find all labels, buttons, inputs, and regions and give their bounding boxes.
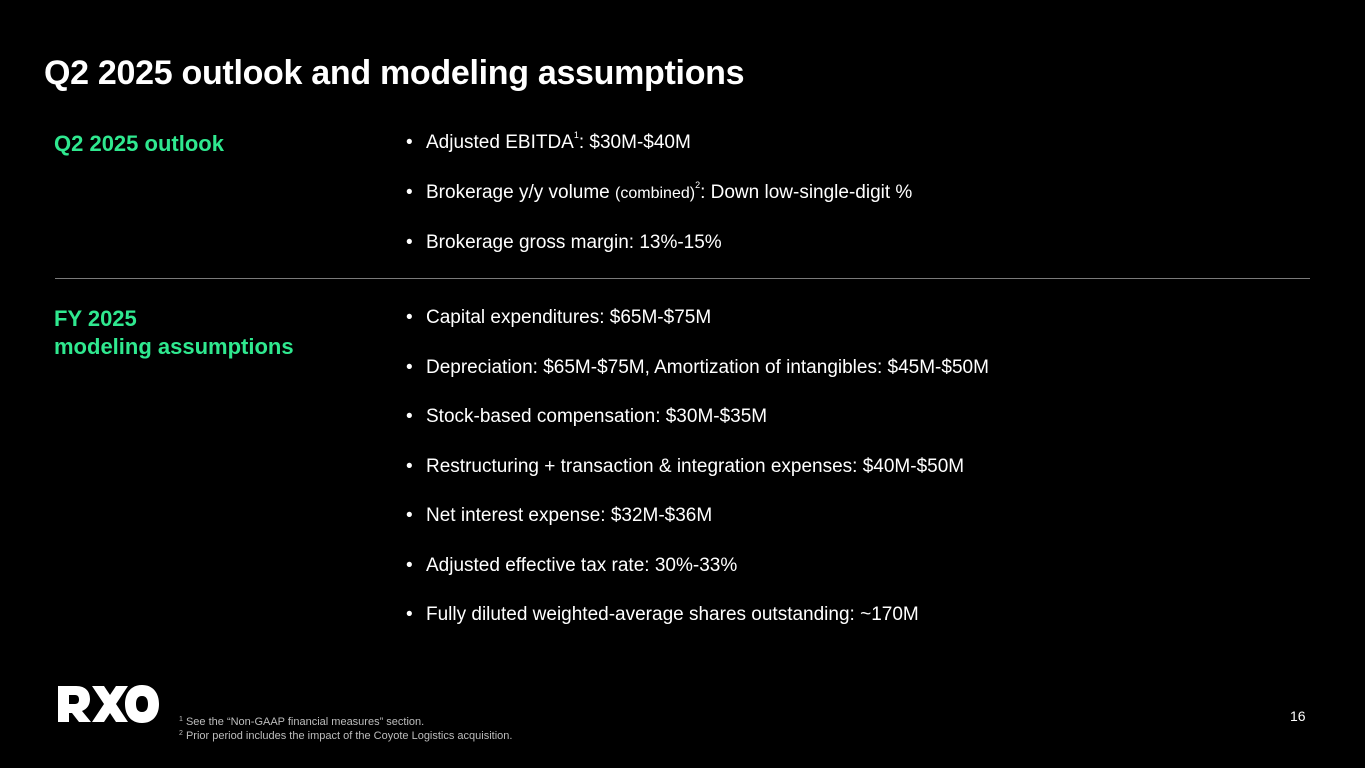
list-item: [406, 603, 989, 627]
rxo-logo: [56, 684, 160, 724]
assumption-item-text: Restructuring + transaction & integration expenses: $40M-$50M: [426, 455, 965, 477]
list-item: [406, 554, 989, 578]
footnote-text: See the “Non-GAAP financial measures” section.: [182, 716, 425, 728]
list-item: [406, 356, 989, 380]
bullet-dot: •: [406, 232, 413, 253]
footnote-marker: 2: [179, 730, 183, 737]
assumptions-label-line1: FY 2025: [54, 306, 137, 331]
assumption-item-text: Fully diluted weighted-average shares outstanding: ~170M: [426, 604, 919, 625]
assumption-item-text: Capital expenditures: $65M-$75M: [426, 307, 712, 328]
outlook-list: [406, 131, 912, 255]
bullet-dot: •: [406, 356, 413, 378]
assumptions-list: [406, 306, 989, 627]
page-title: Q2 2025 outlook and modeling assumptions: [44, 54, 745, 92]
footnote-1: [179, 715, 512, 729]
outlook-item-value: : $30M-$40M: [578, 132, 691, 153]
assumption-item-text: Depreciation: $65M-$75M, Amortization of intangibles: $45M-$50M: [426, 356, 989, 378]
list-item: [406, 131, 912, 155]
section-divider: [55, 278, 1310, 279]
bullet-dot: •: [406, 554, 413, 576]
footnote-ref: 1: [573, 130, 579, 140]
bullet-dot: •: [406, 455, 413, 477]
outlook-item-text: Brokerage y/y volume: [426, 182, 616, 203]
outlook-label: Q2 2025 outlook: [54, 131, 224, 156]
list-item: [406, 455, 989, 479]
list-item: [406, 306, 989, 330]
list-item: [406, 181, 912, 205]
footnote-ref: 2: [695, 180, 701, 190]
assumptions-section-label: [54, 305, 294, 361]
outlook-section-label: [54, 130, 224, 158]
outlook-item-value: : Down low-single-digit %: [700, 182, 913, 203]
page-number: 16: [1290, 708, 1306, 724]
footnotes: [179, 715, 512, 743]
bullet-dot: •: [406, 505, 413, 526]
footnote-text: Prior period includes the impact of the Coyote Logistics acquisition.: [182, 730, 513, 742]
list-item: [406, 504, 989, 528]
outlook-item-text: Adjusted EBITDA: [426, 132, 574, 153]
bullet-dot: •: [406, 604, 413, 625]
assumption-item-text: Stock-based compensation: $30M-$35M: [426, 406, 768, 427]
assumption-item-text: Net interest expense: $32M-$36M: [426, 505, 713, 526]
list-item: [406, 405, 989, 429]
list-item: [406, 231, 912, 255]
bullet-dot: •: [406, 182, 413, 203]
outlook-item-qualifier: (combined): [615, 185, 696, 202]
assumptions-label-line2: modeling assumptions: [54, 334, 294, 359]
bullet-dot: •: [406, 406, 413, 427]
assumption-item-text: Adjusted effective tax rate: 30%-33%: [426, 554, 738, 576]
footnote-marker: 1: [179, 716, 183, 723]
outlook-item-text: Brokerage gross margin: 13%-15%: [426, 232, 722, 253]
bullet-dot: •: [406, 132, 413, 153]
bullet-dot: •: [406, 307, 413, 328]
footnote-2: [179, 729, 512, 743]
